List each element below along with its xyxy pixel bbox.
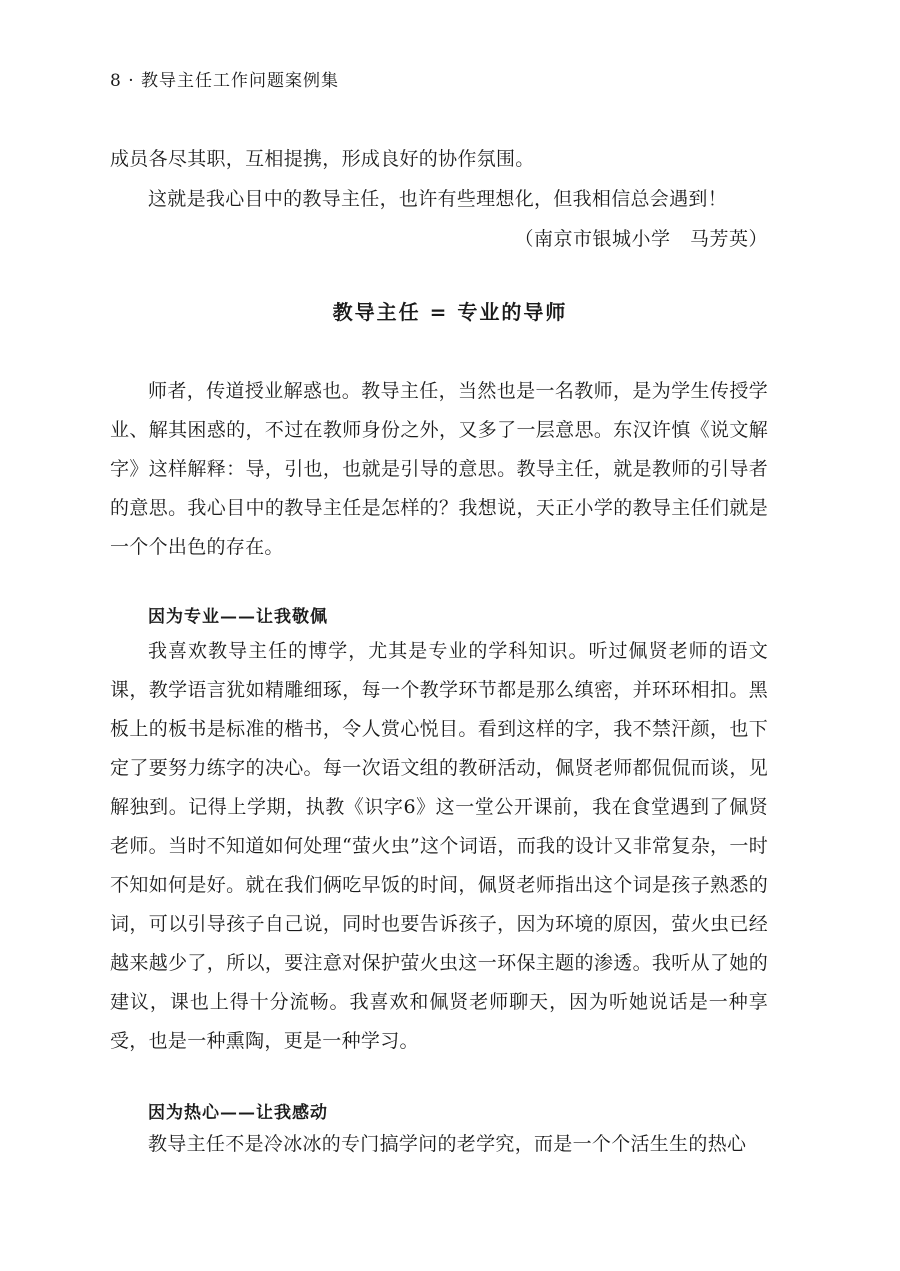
subheading-warmhearted: 因为热心——让我感动 bbox=[148, 1103, 328, 1123]
section-title: 教导主任 = 专业的导师 bbox=[332, 300, 568, 324]
intro-line-1: 成员各尽其职，互相提携，形成良好的协作氛围。 bbox=[110, 148, 535, 170]
opening-paragraph: 师者，传道授业解惑也。教导主任，当然也是一名教师，是为学生传授学业、解其困惑的，不过在教师身份之外，又多了一层意思。东汉许慎《说文解字》这样解释：导，引也，也就是引导的意思。教导主任，就是教师的引导者的意思。我心目中的教导主任是怎样的？我想说，天正小学的教导主任们就是一个个出色的存在。 bbox=[110, 380, 768, 558]
subheading-professional: 因为专业——让我敬佩 bbox=[148, 607, 328, 627]
intro-line-2: 这就是我心目中的教导主任，也许有些理想化，但我相信总会遇到！ bbox=[148, 188, 728, 210]
warmhearted-paragraph: 教导主任不是冷冰冰的专门搞学问的老学究，而是一个个活生生的热心 bbox=[148, 1133, 747, 1155]
professional-paragraph: 我喜欢教导主任的博学，尤其是专业的学科知识。听过佩贤老师的语文课，教学语言犹如精雕细琢，每一个教学环节都是那么缜密，并环环相扣。黑板上的板书是标准的楷书，令人赏心悦目。看到这样的字，我不禁汗颜，也下定了要努力练字的决心。每一次语文组的教研活动，佩贤老师都侃侃而谈，见解独到。记得上学期，执教《识字6》这一堂公开课前，我在食堂遇到了佩贤老师。当时不知道如何处理“萤火虫”这个词语，而我的设计又非常复杂，一时不知如何是好。就在我们俩吃早饭的时间，佩贤老师指出这个词是孩子熟悉的词，可以引导孩子自己说，同时也要告诉孩子，因为环境的原因，萤火虫已经越来越少了，所以，要注意对保护萤火虫这一环保主题的渗透。我听从了她的建议，课也上得十分流畅。我喜欢和佩贤老师聊天，因为听她说话是一种享受，也是一种熏陶，更是一种学习。 bbox=[110, 640, 768, 1052]
author-attribution: （南京市银城小学 马芳英） bbox=[514, 228, 768, 250]
running-header: 8 · 教导主任工作问题案例集 bbox=[110, 71, 340, 91]
